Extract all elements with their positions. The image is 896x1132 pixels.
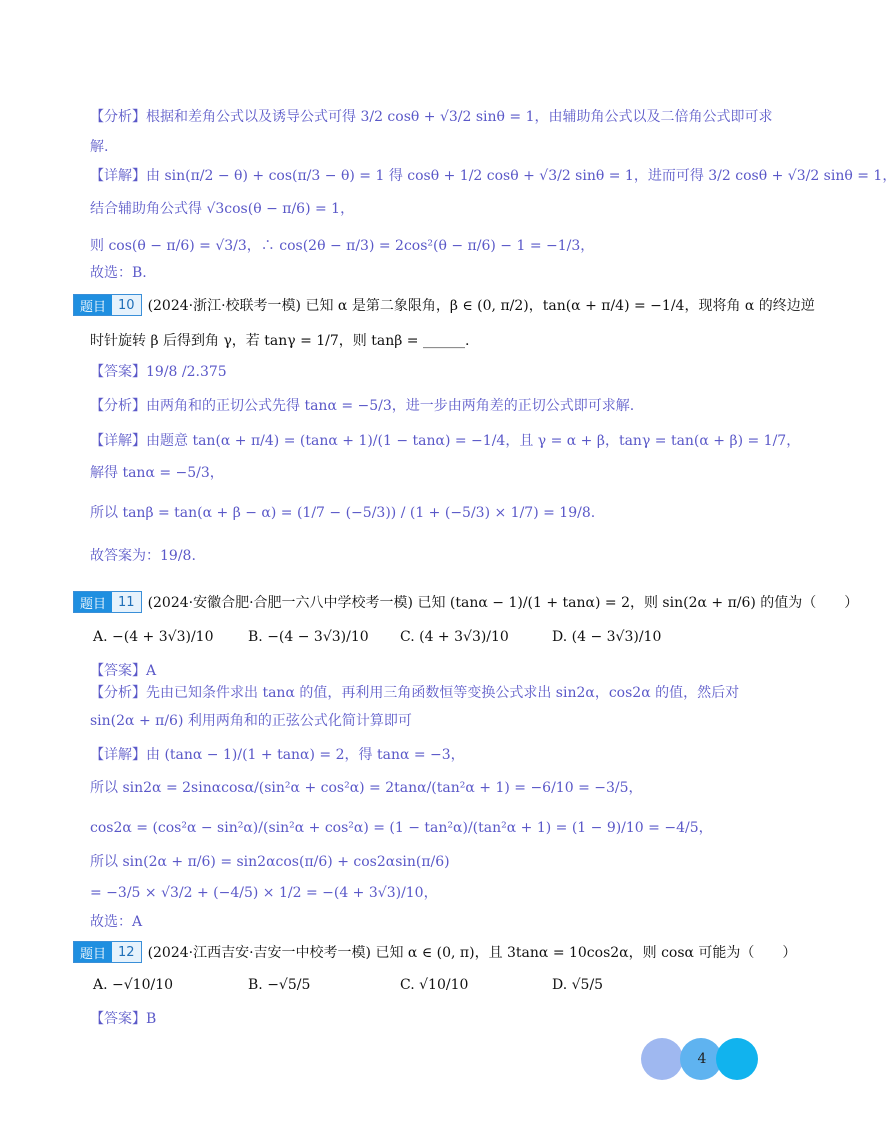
q11-detail-line1: 【详解】由 (tanα − 1)/(1 + tanα) = 2，得 tanα = −3， <box>90 747 465 763</box>
q9-analysis-line2: 解. <box>90 139 109 155</box>
question-stem: (2024·安徽合肥·合肥一六八中学校考一模) 已知 (tanα − 1)/(1 + tanα) = 2，则 sin(2α + π/6) 的值为（ ） <box>147 595 859 611</box>
question-11 <box>73 591 858 613</box>
q9-detail-line3: 则 cos(θ − π/6) = √3/3，∴ cos(2θ − π/3) = 2cos²(θ − π/6) − 1 = −1/3， <box>90 238 595 254</box>
choice-b[interactable]: B. −√5/5 <box>248 977 311 993</box>
question-10 <box>73 294 815 316</box>
footer-circle-left <box>641 1038 683 1080</box>
question-badge <box>73 941 142 963</box>
choice-d[interactable]: D. √5/5 <box>552 977 604 993</box>
question-badge <box>73 591 142 613</box>
question-stem: (2024·江西吉安·吉安一中校考一模) 已知 α ∈ (0, π)，且 3tanα = 10cos2α，则 cosα 可能为（ ） <box>147 945 797 961</box>
q11-detail-line3: cos2α = (cos²α − sin²α)/(sin²α + cos²α) = (1 − tan²α)/(tan²α + 1) = (1 − 9)/10 = −4/5， <box>90 820 713 836</box>
question-label: 题目 <box>74 942 112 962</box>
q11-detail-line5: = −3/5 × √3/2 + (−4/5) × 1/2 = −(4 + 3√3)/10， <box>90 885 438 901</box>
q10-analysis: 【分析】由两角和的正切公式先得 tanα = −5/3，进一步由两角差的正切公式即可求解. <box>90 398 635 414</box>
question-badge <box>73 294 142 316</box>
choice-b[interactable]: B. −(4 − 3√3)/10 <box>248 629 369 645</box>
question-stem-line1: (2024·浙江·校联考一模) 已知 α 是第二象限角，β ∈ (0, π/2)，tan(α + π/4) = −1/4，现将角 α 的终边逆 <box>147 298 815 314</box>
question-12 <box>73 941 796 963</box>
question-number: 11 <box>112 592 141 612</box>
choice-c[interactable]: C. √10/10 <box>400 977 469 993</box>
q11-analysis-line2: sin(2α + π/6) 利用两角和的正弦公式化简计算即可 <box>90 713 412 729</box>
choice-c[interactable]: C. (4 + 3√3)/10 <box>400 629 509 645</box>
q9-detail-line2: 结合辅助角公式得 √3cos(θ − π/6) = 1， <box>90 201 355 217</box>
q11-analysis-line1: 【分析】先由已知条件求出 tanα 的值，再利用三角函数恒等变换公式求出 sin2α，cos2α 的值，然后对 <box>90 685 740 701</box>
page-number: 4 <box>697 1051 707 1067</box>
q11-detail-line2: 所以 sin2α = 2sinαcosα/(sin²α + cos²α) = 2tanα/(tan²α + 1) = −6/10 = −3/5， <box>90 780 643 796</box>
q10-stem-line2: 时针旋转 β 后得到角 γ，若 tanγ = 1/7，则 tanβ = ______. <box>90 333 470 349</box>
q10-detail-line2: 解得 tanα = −5/3， <box>90 465 224 481</box>
question-label: 题目 <box>74 295 112 315</box>
q9-choose: 故选：B. <box>90 265 147 281</box>
choice-a[interactable]: A. −√10/10 <box>93 977 174 993</box>
choice-d[interactable]: D. (4 − 3√3)/10 <box>552 629 662 645</box>
q12-answer: 【答案】B <box>90 1011 157 1027</box>
question-label: 题目 <box>74 592 112 612</box>
q10-detail-line1: 【详解】由题意 tan(α + π/4) = (tanα + 1)/(1 − tanα) = −1/4，且 γ = α + β，tanγ = tan(α + β) = 1/7， <box>90 433 801 449</box>
q11-detail-line4: 所以 sin(2α + π/6) = sin2αcos(π/6) + cos2αsin(π/6) <box>90 854 450 870</box>
choice-a[interactable]: A. −(4 + 3√3)/10 <box>93 629 214 645</box>
question-number: 10 <box>112 295 141 315</box>
q10-answer: 【答案】19/8 /2.375 <box>90 364 227 380</box>
q11-choose: 故选：A <box>90 914 143 930</box>
footer-circle-right <box>716 1038 758 1080</box>
q10-final-answer: 故答案为：19/8. <box>90 548 196 564</box>
q9-detail-line1: 【详解】由 sin(π/2 − θ) + cos(π/3 − θ) = 1 得 cosθ + 1/2 cosθ + √3/2 sinθ = 1，进而可得 3/2 cosθ + √3/2 sinθ = 1， <box>90 168 896 184</box>
q9-analysis-line1: 【分析】根据和差角公式以及诱导公式可得 3/2 cosθ + √3/2 sinθ = 1，由辅助角公式以及二倍角公式即可求 <box>90 109 773 125</box>
q11-answer: 【答案】A <box>90 663 157 679</box>
q10-detail-line3: 所以 tanβ = tan(α + β − α) = (1/7 − (−5/3)) / (1 + (−5/3) × 1/7) = 19/8. <box>90 505 596 521</box>
question-number: 12 <box>112 942 141 962</box>
